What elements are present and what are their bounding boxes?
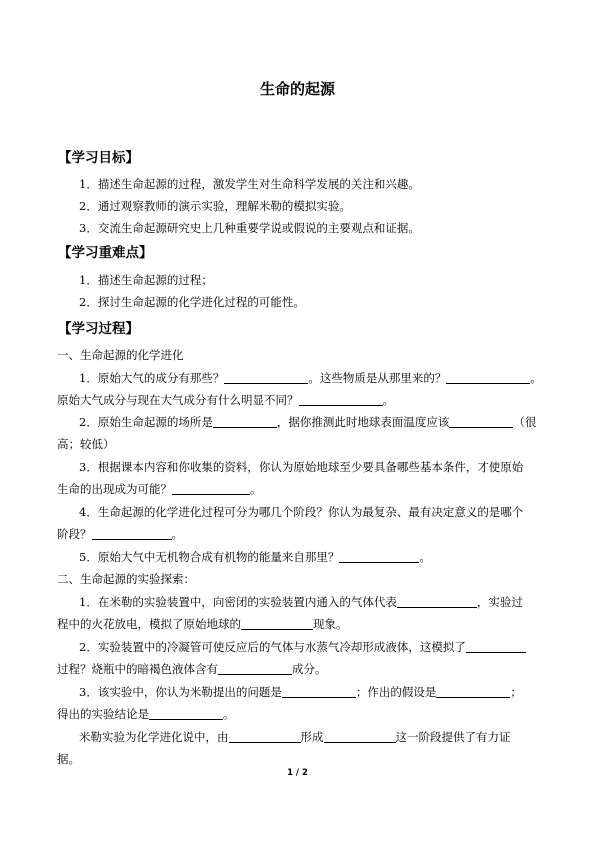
part2-question-3: 3．该实验中，你认为米勒提出的问题是 ；作出的假设是 ； xyxy=(79,685,522,699)
answer-blank[interactable] xyxy=(172,482,250,495)
answer-blank[interactable] xyxy=(149,707,223,720)
answer-blank[interactable] xyxy=(324,730,396,743)
part1-question-2: 2．原始生命起源的场所是 ，据你推测此时地球表面温度应该 （很 xyxy=(79,415,537,429)
part1-question-1-cont: 原始大气成分与现在大气成分有什么明显不同？ 。 xyxy=(57,393,394,407)
section-heading-key-points: 【学习重难点】 xyxy=(58,245,153,261)
part2-question-2-cont: 过程？烧瓶中的暗褐色液体含有 成分。 xyxy=(57,662,327,676)
answer-blank[interactable] xyxy=(241,617,313,630)
part1-heading: 一、生命起源的化学进化 xyxy=(57,348,184,362)
answer-blank[interactable] xyxy=(436,685,510,698)
section-heading-process: 【学习过程】 xyxy=(58,321,139,337)
part1-question-1: 1．原始大气的成分有那些？ 。这些物质是从那里来的？ 。 xyxy=(79,371,542,385)
part1-question-4: 4．生命起源的化学进化过程可分为哪几个阶段？你认为最复杂、最有决定意义的是哪个 xyxy=(79,505,524,519)
part2-question-2: 2．实验装置中的冷凝管可使反应后的气体与水蒸气冷却形成液体，这模拟了 xyxy=(79,639,569,655)
page-number: 1 / 2 xyxy=(287,768,308,778)
goal-item-1: 1．描述生命起源的过程，激发学生对生命科学发展的关注和兴趣。 xyxy=(79,177,420,191)
part1-question-3-cont: 生命的出现成为可能？ 。 xyxy=(57,482,262,496)
answer-blank[interactable] xyxy=(397,595,477,608)
part2-conclusion-cont: 据。 xyxy=(57,752,80,766)
answer-blank[interactable] xyxy=(224,371,308,384)
goal-item-3: 3．交流生命起源研究史上几种重要学说或假说的主要观点和证据。 xyxy=(79,221,420,235)
part1-question-3: 3．根据课本内容和你收集的资料，你认为原始地球至少要具备哪些基本条件，才使原始 xyxy=(79,460,524,474)
key-point-item-1: 1．描述生命起源的过程； xyxy=(79,273,213,287)
page-title: 生命的起源 xyxy=(259,80,335,98)
answer-blank[interactable] xyxy=(213,415,277,428)
part2-question-1: 1．在米勒的实验装置中，向密闭的实验装置内通入的气体代表 ，实验过 xyxy=(79,595,523,609)
part1-question-2-cont: 高；较低） xyxy=(57,437,115,451)
section-heading-goals: 【学习目标】 xyxy=(58,150,139,166)
answer-blank[interactable] xyxy=(339,550,419,563)
answer-blank[interactable] xyxy=(449,415,513,428)
answer-blank[interactable] xyxy=(446,371,530,384)
part2-question-3-cont: 得出的实验结论是 。 xyxy=(57,707,235,721)
part2-conclusion: 米勒实验为化学进化说中，由 形成 这一阶段提供了有力证 xyxy=(79,730,511,744)
part1-question-5: 5．原始大气中无机物合成有机物的能量来自那里？ 。 xyxy=(79,550,431,564)
answer-blank[interactable] xyxy=(229,730,301,743)
goal-item-2: 2．通过观察教师的演示实验，理解米勒的模拟实验。 xyxy=(79,199,351,213)
answer-blank[interactable] xyxy=(282,685,356,698)
part2-heading: 二、生命起源的实验探索： xyxy=(57,572,195,586)
answer-blank[interactable] xyxy=(92,527,172,540)
answer-blank[interactable] xyxy=(466,640,526,653)
answer-blank[interactable] xyxy=(218,662,292,675)
answer-blank[interactable] xyxy=(299,393,383,406)
key-point-item-2: 2．探讨生命起源的化学进化过程的可能性。 xyxy=(79,295,305,309)
part1-question-4-cont: 阶段？ 。 xyxy=(57,527,183,541)
part2-question-1-cont: 程中的火花放电，模拟了原始地球的 现象。 xyxy=(57,617,348,631)
